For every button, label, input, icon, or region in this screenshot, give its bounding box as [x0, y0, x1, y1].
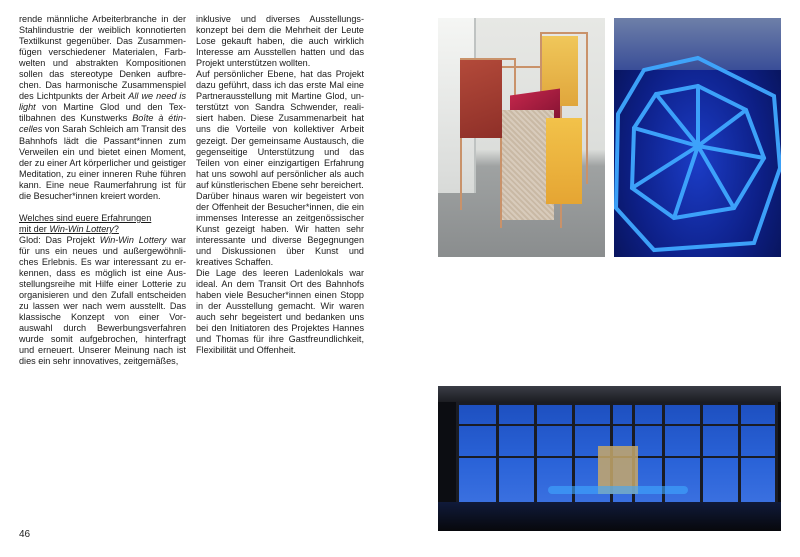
neon-glow: [548, 486, 688, 494]
neon-light-pattern: [614, 18, 781, 257]
paragraph: Die Lage des leeren Ladenlokals war ideal. An dem Transit Ort des Bahnhofs haben viele Besucher*innen einen Stopp in der Ausstellung gemacht. Wir waren auch sehr begeistert und bedanken uns bei den Initiatoren des Projektes Hannes und Thomas für ihre Gastfreundlichkeit, Flexibilität und Offenheit.: [196, 268, 364, 356]
roof: [438, 386, 781, 402]
photo-textile-installation: [438, 18, 605, 257]
photo-night-facade: [438, 386, 781, 531]
paragraph: Darüber hinaus waren wir begeistert von der Offenheit der Besucher*innen, die ein immenses Interesse an zeitgenössischer Kunst gezeigt haben. Wir hatten sehr interessante und diverse Begegnungen und Diskussionen über Kunst und kreatives Schaffen.: [196, 190, 364, 268]
photo-neon-floor: [614, 18, 781, 257]
pavement: [438, 502, 781, 531]
paragraph: inklusive und diverses Ausstellungskonzept bei dem die Mehrheit der Leute Lose gekauft haben, die auch wirklich Interesse am Ausstellen hatten und das Projekt unterstützen wollten.: [196, 14, 364, 69]
page-number: 46: [19, 529, 31, 540]
textile-ochre: [546, 118, 582, 204]
paragraph: rende männliche Arbeiterbranche in der Stahlindustrie der weiblich konnotierten Textilkunst gegenüber. Das Zusammenfügen verschiedener Materialen, Farbwelten und abstrakten Kompositionen sollen das stereotype Denken aufbrechen. Das harmonische Zusammenspiel des Lichtpunkts der Arbeit All we need is light von Martine Glod und den Textilbahnen des Kunstwerks Boîte à étincelles von Sarah Schleich am Transit des Bahnhofs lädt die Passant*innen zum Verweilen ein und bietet einen Moment, der zu einer Art körperlicher und geistiger Meditation, zu einer inneren Ruhe führen kann. Eine neue Raumerfahrung ist für die Besucher*innen kreiert worden.: [19, 14, 186, 201]
paragraph: Auf persönlicher Ebene, hat das Projekt dazu geführt, dass ich das erste Mal eine Partnerausstellung mit Martine Glod, unterstützt von Sandra Schwender, realisiert haben. Diese Zusammenarbeit hat uns die Vorteile von kollektiver Arbeit gezeigt. Der gemeinsame Austausch, die gegenseitige Unterstützung und das Teilen von einer einzigartigen Erfahrung hat uns sowohl auf persönlicher als auch auf künstlerischen Ebene sehr bereichert.: [196, 69, 364, 190]
section-heading: Welches sind euere Erfahrungen mit der Win-Win Lottery?: [19, 212, 152, 234]
textile-red: [460, 60, 502, 138]
text-column-right: [196, 14, 364, 356]
paragraph: Glod: Das Projekt Win-Win Lottery war für uns ein neues und außergewöhnliches Erlebnis. Es war interessant zu erkennen, dass es möglich ist eine Ausstellungsreihe mit Hilfe einer Lotterie zu organisieren und den Zufall entscheiden zu lassen wer nach wem ausstellt. Das klassische Konzept von einer Vorauswahl durch Bewerbungsverfahren wurde somit aufgebrochen, hinterfragt und erneuert. Unserer Meinung nach ist dies ein sehr innovatives, zeitgemäßes,: [19, 234, 186, 367]
text-column-left: [19, 14, 186, 367]
